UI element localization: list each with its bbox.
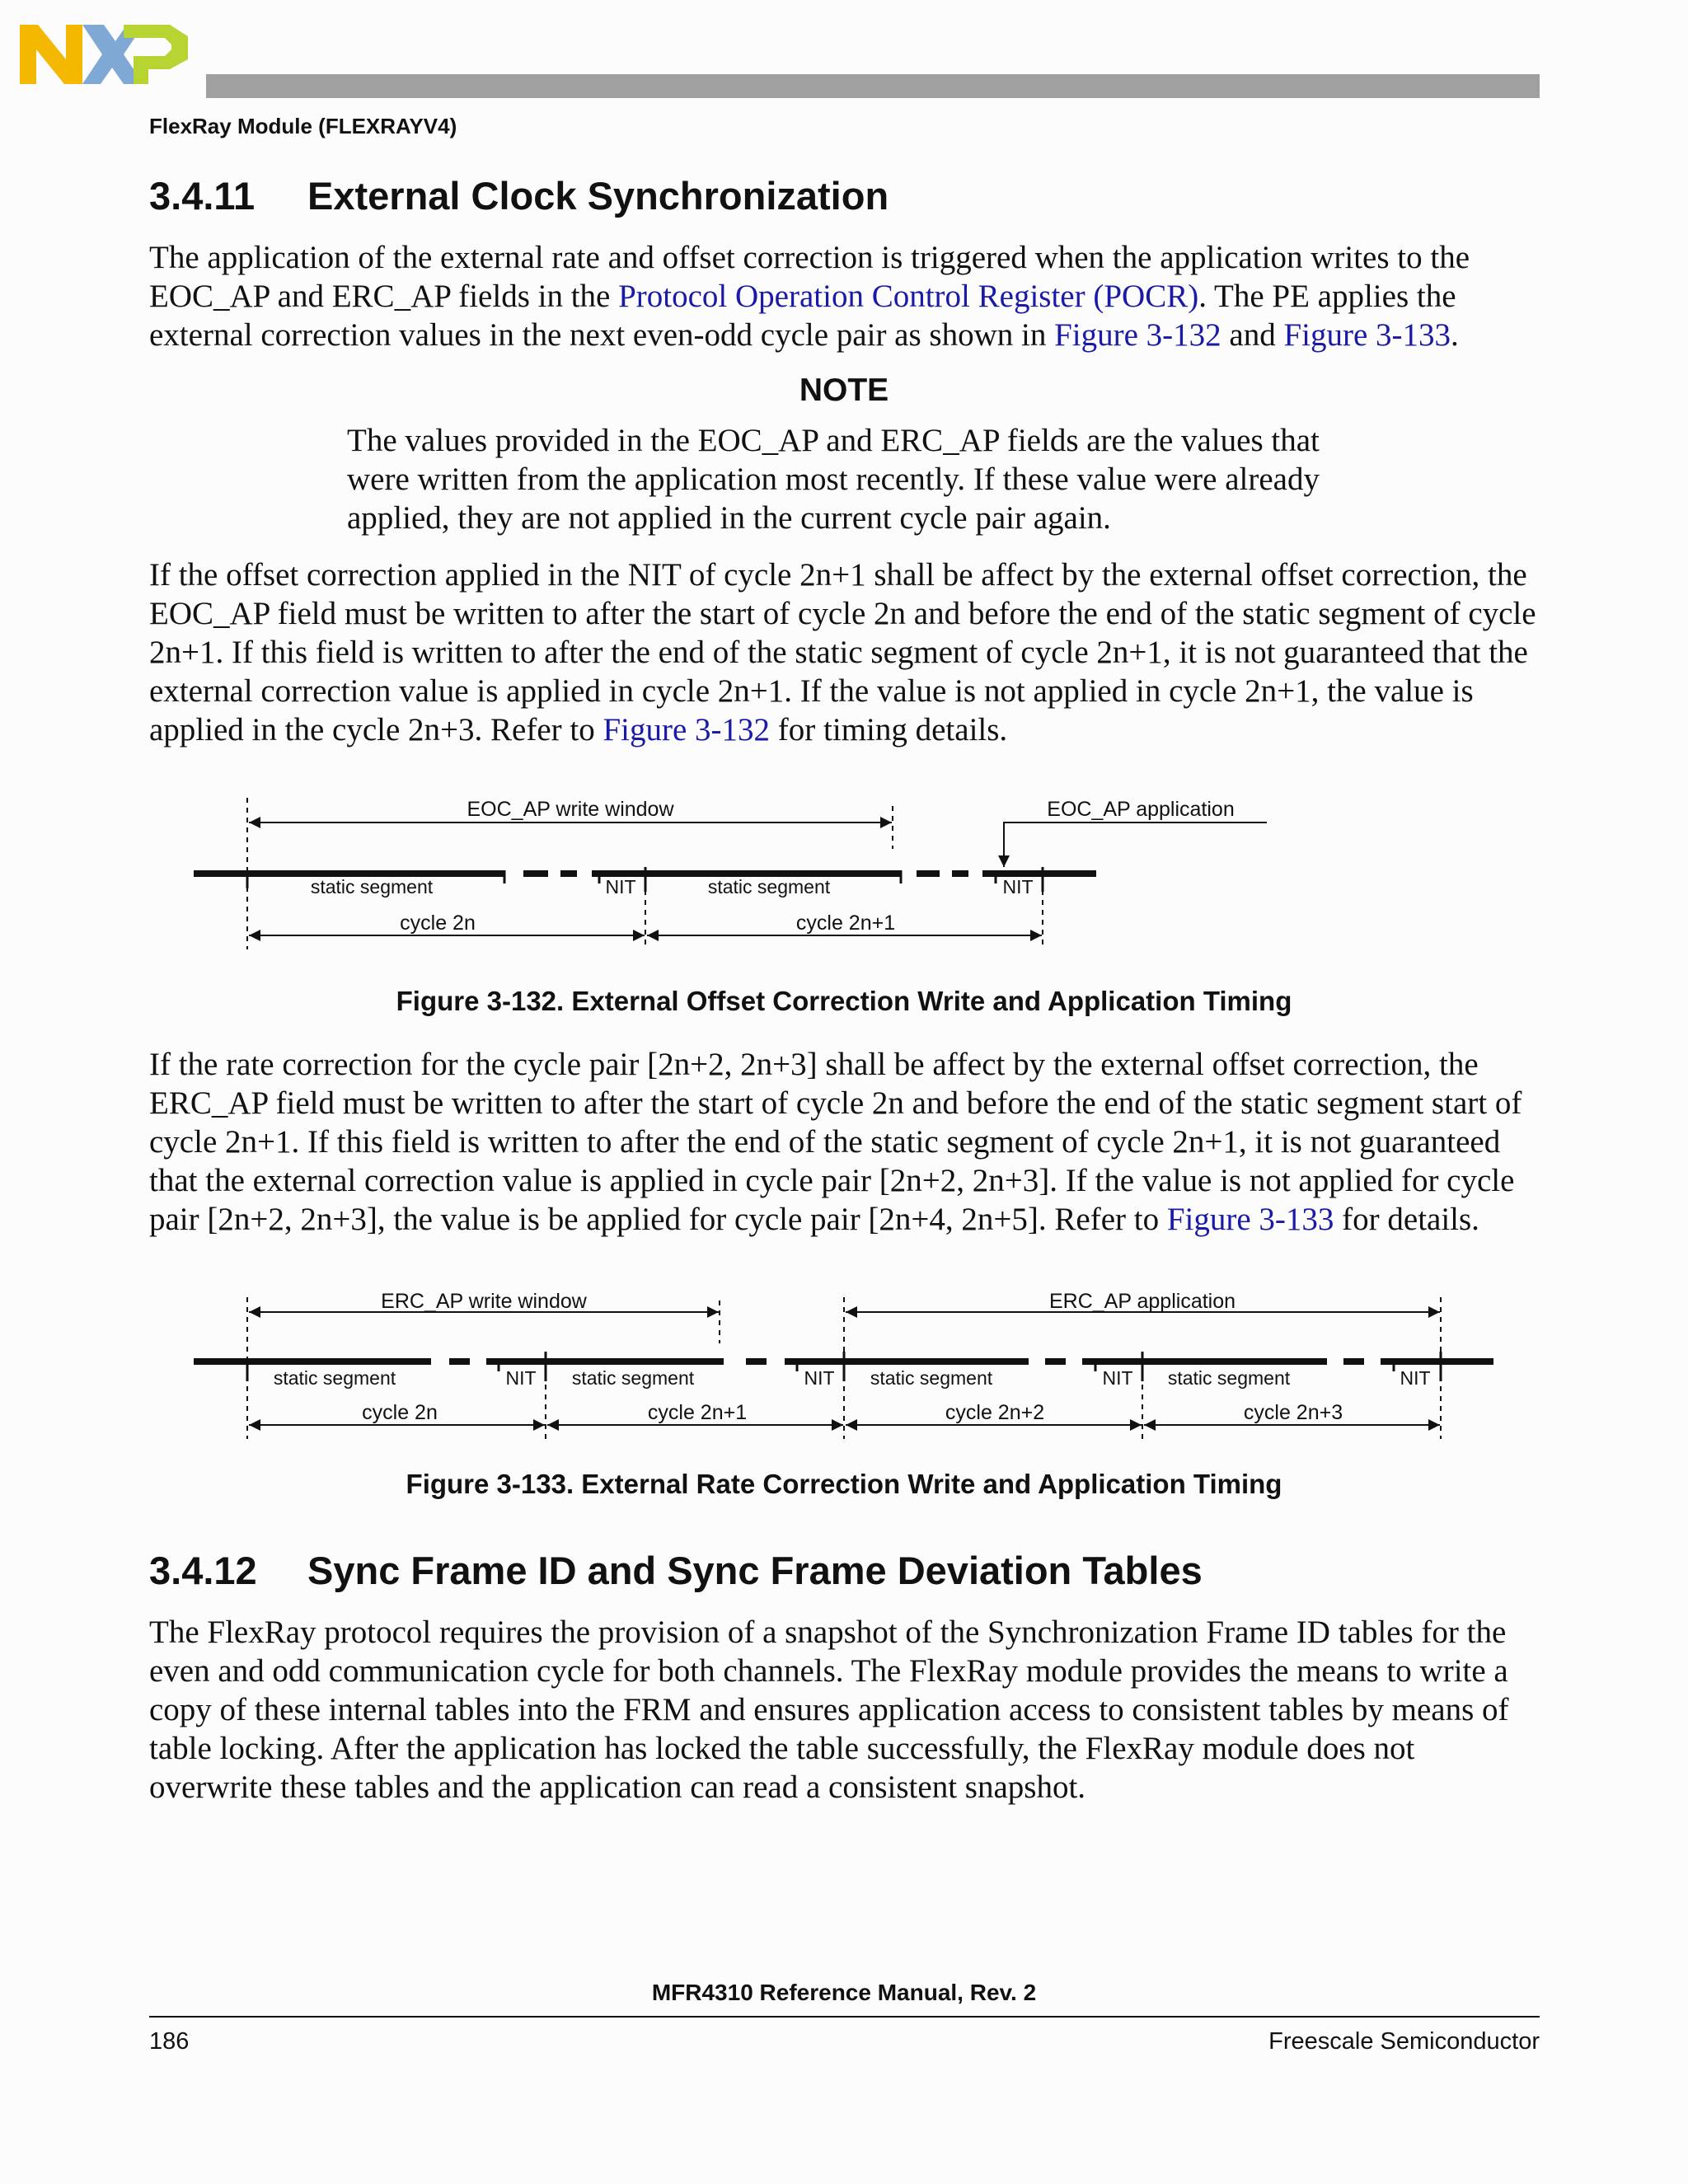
page-number: 186 (149, 2028, 190, 2055)
segment-label: static segment (571, 1367, 695, 1389)
link-pocr[interactable]: Protocol Operation Control Register (POCR) (618, 279, 1199, 314)
cycle-label: cycle 2n+3 (1243, 1401, 1343, 1424)
cycle-label: cycle 2n (400, 912, 476, 935)
nxp-logo (18, 23, 191, 86)
segment-label: static segment (870, 1367, 993, 1389)
segment-label: NIT (804, 1367, 835, 1389)
paragraph-sync-frame-tables: The FlexRay protocol requires the provision of a snapshot of the Synchronization Frame ID tables for the even and odd communication cycle for both channels. The FlexRay module provides the means to write a copy of these internal tables into the FRM and ensures application access to consistent tables by means of table locking. After the application has locked the table successfully, the FlexRay module does not overwrite these tables and the application can read a consistent snapshot. (149, 1615, 1509, 1805)
section-title: Sync Frame ID and Sync Frame Deviation Tables (307, 1549, 1203, 1592)
footer-rule (149, 2016, 1540, 2018)
link-figure-3-133[interactable]: Figure 3-133 (1166, 1202, 1334, 1237)
segment-label: static segment (707, 876, 831, 898)
figure-3-132-caption: Figure 3-132. External Offset Correction Write and Application Timing (396, 986, 1292, 1016)
header-bar (206, 74, 1540, 98)
text-run: for timing details. (770, 712, 1008, 748)
application-callout (1004, 823, 1267, 867)
cycle-label: cycle 2n+1 (647, 1401, 748, 1424)
paragraph-rate-correction (149, 1045, 1542, 1239)
text-run: The application of the external rate and offset correction is triggered when the application writes to the EOC_AP and ERC_AP fields in the (149, 240, 1470, 314)
link-figure-3-132[interactable]: Figure 3-132 (1054, 317, 1221, 353)
cycle-label: cycle 2n+1 (795, 912, 896, 935)
footer-manual-title: MFR4310 Reference Manual, Rev. 2 (651, 1980, 1037, 2005)
text-run: . (1451, 317, 1459, 353)
section-number: 3.4.12 (149, 1549, 257, 1592)
segment-label: NIT (1102, 1367, 1133, 1389)
segment-label: static segment (310, 876, 434, 898)
section-heading-3-4-12 (149, 1548, 1203, 1593)
footer-publisher: Freescale Semiconductor (1268, 2028, 1540, 2055)
figure-3-132-diagram (0, 783, 1688, 960)
link-figure-3-133[interactable]: Figure 3-133 (1283, 317, 1451, 353)
text-run: and (1221, 317, 1284, 353)
segment-label: NIT (505, 1367, 537, 1389)
nxp-logo-icon (18, 23, 191, 86)
text-run: If the rate correction for the cycle pair [2n+2, 2n+3] shall be affect by the external offset correction, the ERC_AP field must be written to after the start of cycle 2n and before the end of the static segment start of cycle 2n+1. If this field is written to after the end of the static segment of cycle 2n+1, it is not guaranteed that the external correction value is applied in cycle pair [2n+2, 2n+3]. If the value is not applied for cycle pair [2n+2, 2n+3], the value is be applied for cycle pair [2n+4, 2n+5]. Refer to (149, 1047, 1522, 1237)
cycle-label: cycle 2n+2 (945, 1401, 1045, 1424)
cycle-label: cycle 2n (362, 1401, 438, 1424)
section-title: External Clock Synchronization (307, 174, 889, 218)
write-window-label: EOC_AP write window (467, 798, 674, 821)
note-title: NOTE (799, 373, 889, 408)
figure-3-133-caption: Figure 3-133. External Rate Correction Write and Application Timing (406, 1469, 1282, 1499)
segment-label: static segment (273, 1367, 396, 1389)
segment-label: NIT (1400, 1367, 1431, 1389)
link-figure-3-132[interactable]: Figure 3-132 (603, 712, 771, 748)
note-text: The values provided in the EOC_AP and ERC_AP fields are the values that were written from the application most recently. If these value were already applied, they are not applied in the current cycle pair again. (347, 423, 1320, 536)
application-label: EOC_AP application (1047, 798, 1235, 821)
segment-label: NIT (605, 876, 636, 898)
application-label: ERC_AP application (1048, 1290, 1236, 1313)
text-run: for details. (1334, 1202, 1479, 1237)
section-number: 3.4.11 (149, 174, 256, 218)
text-run: If the offset correction applied in the NIT of cycle 2n+1 shall be affect by the external offset correction, the EOC_AP field must be written to after the start of cycle 2n and before the end of the static segment of cycle 2n+1. If this field is written to after the end of the static segment of cycle 2n+1, it is not guaranteed that the external correction value is applied in cycle 2n+1. If the value is not applied in cycle 2n+1, the value is applied in the cycle 2n+3. Refer to (149, 557, 1536, 748)
write-window-label: ERC_AP write window (381, 1290, 587, 1313)
paragraph-external-sync-intro (149, 238, 1542, 354)
running-title: FlexRay Module (FLEXRAYV4) (149, 114, 457, 138)
segment-label: static segment (1167, 1367, 1291, 1389)
segment-label: NIT (1002, 876, 1034, 898)
paragraph-offset-correction (149, 555, 1542, 749)
text-run: . The PE applies the external correction values in the next even-odd cycle pair as shown in (149, 279, 1456, 353)
figure-3-133-diagram (0, 1286, 1688, 1451)
section-heading-3-4-11 (149, 173, 889, 218)
